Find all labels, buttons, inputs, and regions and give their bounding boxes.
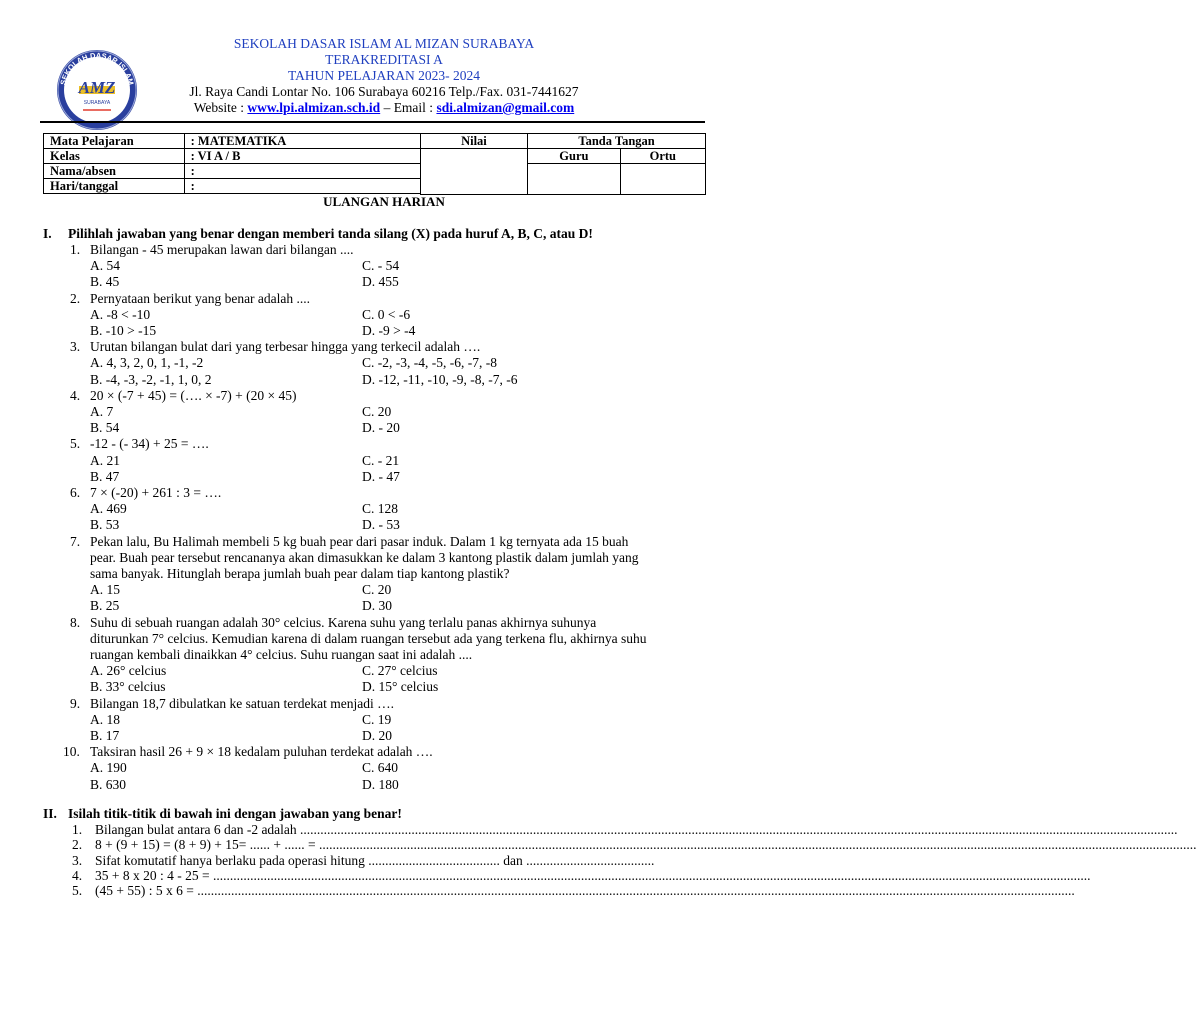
question-number: 5. (70, 436, 81, 452)
answer-option-b[interactable]: B. -10 > -15 (90, 323, 157, 338)
signature-label: Tanda Tangan (528, 134, 706, 149)
answer-option-d[interactable]: D. -9 > -4 (362, 323, 416, 338)
question-number: 3. (70, 339, 81, 355)
answer-option-b[interactable]: B. 33° celcius (90, 679, 166, 695)
answer-option-a[interactable]: A. 18 (90, 711, 120, 727)
question-number: 7. (70, 533, 81, 549)
answer-option-d[interactable]: D. 20 (362, 728, 392, 743)
question-text: Urutan bilangan bulat dari yang terbesar hingga yang terkecil adalah …. (90, 339, 481, 355)
answer-option-c[interactable]: C. -2, -3, -4, -5, -6, -7, -8 (362, 355, 497, 371)
exam-title: ULANGAN HARIAN (323, 194, 445, 209)
question-text: Suhu di sebuah ruangan adalah 30° celcius. Karena suhu yang terlalu panas akhirnya suhunya (90, 614, 597, 630)
school-name: SEKOLAH DASAR ISLAM AL MIZAN SURABAYA (233, 36, 535, 51)
logo-center-text: AMZ (78, 78, 116, 97)
question-text: Pernyataan berikut yang benar adalah .... (90, 290, 311, 306)
question-text: Bilangan - 45 merupakan lawan dari bilangan .... (90, 242, 354, 257)
email-link[interactable]: sdi.almizan@gmail.com (436, 100, 575, 115)
date-value[interactable]: : (184, 179, 420, 194)
question-number: 9. (70, 695, 81, 711)
answer-option-b[interactable]: B. 45 (90, 274, 120, 290)
question-text: pear. Buah pear tersebut rencananya akan dimasukkan ke dalam 3 kantong plastik dalam jumlah yang (90, 549, 639, 565)
answer-option-b[interactable]: B. 53 (90, 517, 120, 533)
question-text: ruangan kembali dinaikkan 4° celcius. Suhu ruangan saat ini adalah .... (90, 647, 473, 662)
question-text: sama banyak. Hitunglah berapa jumlah buah pear dalam tiap kantong plastik? (90, 566, 510, 581)
answer-option-d[interactable]: D. 455 (362, 274, 399, 290)
letterhead (0, 36, 768, 122)
question-text: 20 × (-7 + 45) = (…. × -7) + (20 × 45) (90, 387, 297, 403)
answer-option-a[interactable]: A. 4, 3, 2, 0, 1, -1, -2 (90, 355, 204, 371)
answer-option-b[interactable]: B. 17 (90, 728, 120, 743)
email-label: – Email : (380, 100, 437, 115)
question-text: Taksiran hasil 26 + 9 × 18 kedalam puluhan terdekat adalah …. (90, 744, 433, 760)
section-1-instruction: Pilihlah jawaban yang benar dengan memberi tanda silang (X) pada huruf A, B, C, atau D! (68, 226, 593, 241)
fill-item-number: 4. (72, 867, 83, 883)
accreditation: TERAKREDITASI A (325, 52, 443, 67)
answer-option-b[interactable]: B. 630 (90, 776, 127, 792)
question-text: Pekan lalu, Bu Halimah membeli 5 kg buah pear dari pasar induk. Dalam 1 kg ternyata ada 15 buah (90, 533, 629, 549)
class-label: Kelas (44, 149, 185, 164)
question-number: 1. (70, 242, 81, 257)
answer-option-a[interactable]: A. 54 (90, 258, 120, 274)
score-box[interactable] (420, 149, 527, 195)
section-2-instruction: Isilah titik-titik di bawah ini dengan jawaban yang benar! (68, 806, 402, 821)
subject-value: : MATEMATIKA (184, 134, 420, 149)
answer-option-c[interactable]: C. 20 (362, 582, 392, 598)
answer-option-d[interactable]: D. -12, -11, -10, -9, -8, -7, -6 (362, 371, 518, 387)
answer-option-d[interactable]: D. - 53 (362, 517, 400, 533)
fill-item-number: 3. (72, 852, 83, 868)
question-text: 7 × (-20) + 261 : 3 = …. (90, 485, 222, 500)
logo-city-text: SURABAYA (83, 100, 111, 106)
fill-item-text[interactable]: (45 + 55) : 5 x 6 = .................................................................................................................................................................................................................................................................... (95, 883, 1075, 899)
answer-option-a[interactable]: A. 26° celcius (90, 663, 167, 679)
school-address: Jl. Raya Candi Lontar No. 106 Surabaya 60216 Telp./Fax. 031-7441627 (189, 84, 579, 99)
fill-item-number: 1. (72, 822, 83, 837)
class-value: : VI A / B (184, 149, 420, 164)
fill-item-number: 5. (72, 883, 83, 899)
answer-option-d[interactable]: D. - 20 (362, 420, 400, 436)
question-number: 2. (70, 290, 81, 306)
answer-option-a[interactable]: A. 21 (90, 452, 120, 468)
answer-option-a[interactable]: A. 7 (90, 404, 114, 419)
question-number: 10. (63, 744, 80, 760)
answer-option-d[interactable]: D. - 47 (362, 468, 400, 484)
answer-option-b[interactable]: B. 25 (90, 598, 120, 614)
fill-item-number: 2. (72, 837, 83, 853)
subject-label: Mata Pelajaran (44, 134, 185, 149)
answer-option-c[interactable]: C. 0 < -6 (362, 306, 411, 322)
fill-item-text[interactable]: 8 + (9 + 15) = (8 + 9) + 15= ...... + ...... = .................................................................................................................................................................................................................................................................... (95, 837, 1197, 853)
date-label: Hari/tanggal (44, 179, 185, 194)
question-text: diturunkan 7° celcius. Kemudian karena di dalam ruangan tersebut ada yang terkena flu, akhirnya suhu (90, 630, 647, 646)
contact-line (140, 100, 628, 116)
website-link[interactable]: www.lpi.almizan.sch.id (247, 100, 381, 115)
logo-ring-bottom-text: AL MIZAN (79, 106, 115, 120)
answer-option-d[interactable]: D. 15° celcius (362, 679, 439, 695)
answer-option-c[interactable]: C. 640 (362, 760, 399, 776)
section-1-number: I. (43, 226, 52, 241)
parent-label: Ortu (620, 149, 705, 164)
question-text: Bilangan 18,7 dibulatkan ke satuan terdekat menjadi …. (90, 695, 395, 711)
question-number: 4. (70, 387, 81, 403)
answer-option-c[interactable]: C. - 54 (362, 258, 400, 274)
name-value[interactable]: : (184, 164, 420, 179)
fill-item-text[interactable]: Bilangan bulat antara 6 dan -2 adalah .................................................................................................................................................................................................................................................................... (95, 822, 1178, 837)
teacher-signature-box[interactable] (528, 164, 620, 195)
answer-option-b[interactable]: B. 54 (90, 420, 120, 436)
logo-ring-top-text: SEKOLAH DASAR ISLAM (58, 50, 136, 86)
answer-option-a[interactable]: A. 469 (90, 501, 127, 517)
answer-option-a[interactable]: A. 15 (90, 582, 120, 598)
student-info-table (43, 133, 706, 195)
answer-option-c[interactable]: C. 20 (362, 404, 392, 419)
teacher-label: Guru (528, 149, 620, 164)
question-number: 8. (70, 614, 81, 630)
answer-option-c[interactable]: C. 19 (362, 711, 392, 727)
answer-option-c[interactable]: C. 128 (362, 501, 399, 517)
answer-option-c[interactable]: C. 27° celcius (362, 663, 438, 679)
academic-year: TAHUN PELAJARAN 2023- 2024 (287, 68, 481, 83)
question-number: 6. (70, 485, 81, 500)
answer-option-d[interactable]: D. 30 (362, 598, 392, 614)
question-text: -12 - (- 34) + 25 = …. (90, 436, 209, 452)
parent-signature-box[interactable] (620, 164, 705, 195)
answer-option-b[interactable]: B. -4, -3, -2, -1, 1, 0, 2 (90, 371, 212, 387)
answer-option-d[interactable]: D. 180 (362, 776, 399, 792)
answer-option-c[interactable]: C. - 21 (362, 452, 400, 468)
website-label: Website : (193, 100, 248, 115)
name-label: Nama/absen (44, 164, 185, 179)
answer-option-a[interactable]: A. -8 < -10 (90, 306, 151, 322)
school-logo (55, 48, 139, 132)
section-2-number: II. (43, 806, 57, 821)
answer-option-b[interactable]: B. 47 (90, 468, 120, 484)
answer-option-a[interactable]: A. 190 (90, 760, 127, 776)
score-label: Nilai (420, 134, 527, 149)
fill-item-text[interactable]: Sifat komutatif hanya berlaku pada operasi hitung ....................................... dan ...................................... (95, 852, 655, 868)
fill-item-text[interactable]: 35 + 8 x 20 : 4 - 25 = .................................................................................................................................................................................................................................................................... (95, 867, 1091, 883)
header-divider (40, 121, 705, 123)
